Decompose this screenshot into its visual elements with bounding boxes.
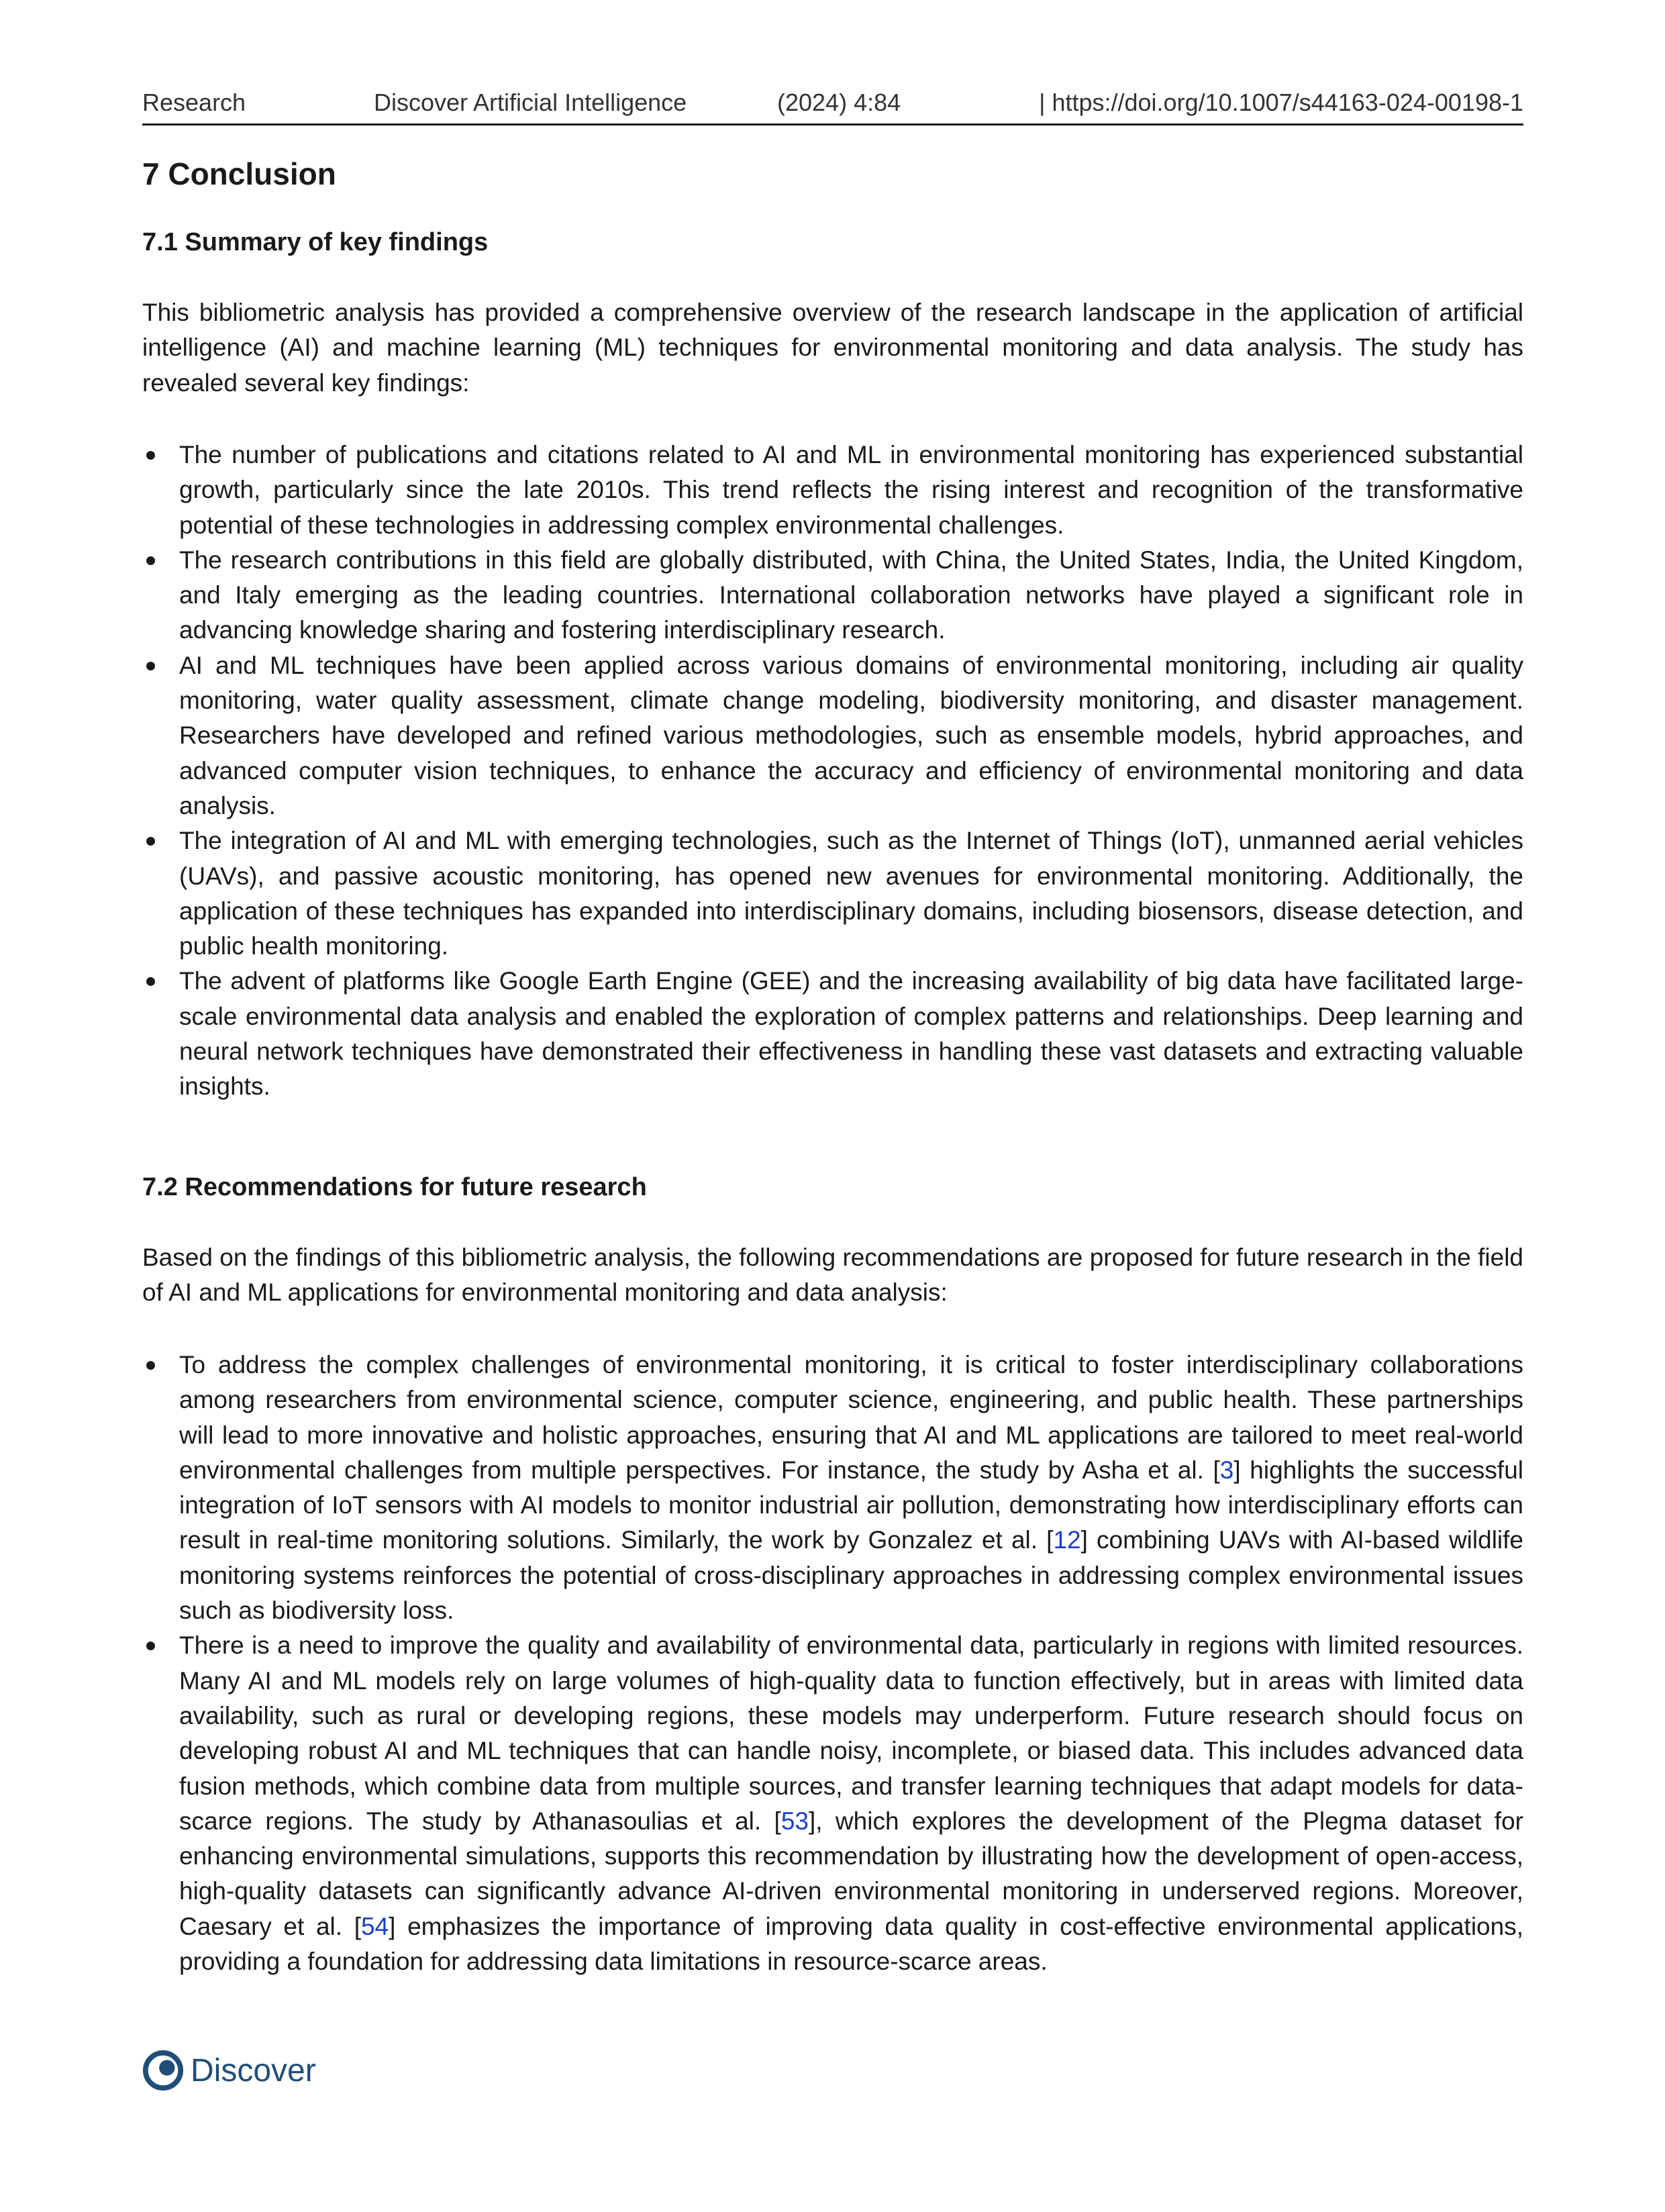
year-volume: (2024) 4:84 — [777, 89, 901, 116]
subsection-title-summary: 7.1 Summary of key findings — [142, 228, 489, 256]
article-type-label: Research — [142, 89, 246, 116]
section-title: 7 Conclusion — [142, 156, 336, 191]
text-run: There is a need to improve the quality and availability of environmental data, particularly in regions with limited resources. Many AI and ML models rely on large volumes of high-quality data to function effectively, but in areas with limited data availability, such as rural or developing regions, these models may underperform. Future research should focus on developing robust AI and ML techniques that can handle noisy, incomplete, or biased data. This includes advanced data fusion methods, which combine data from multiple sources, and transfer learning techniques that adapt models for data-scarce regions. The study by Athanasoulias et al. [ — [179, 1631, 1523, 1835]
citation-link[interactable]: 54 — [360, 1912, 389, 1940]
text-run: ], which explores the development of the Plegma dataset for enhancing environmental simulations, supports this recommendation by illustrating how the development of open-access, high-quality datasets can significantly advance AI-driven environmental monitoring in underserved regions. Moreover, Caesary et al. [ — [179, 1807, 1523, 1940]
list-item: The integration of AI and ML with emerging technologies, such as the Internet of Things (IoT), unmanned aerial vehicles (UAVs), and passive acoustic monitoring, has opened new avenues for environmental monitoring. Additionally, the application of these techniques has expanded into interdisciplinary domains, including biosensors, disease detection, and public health monitoring. — [142, 823, 1523, 964]
list-item: The number of publications and citations related to AI and ML in environmental monitoring has experienced substantial growth, particularly since the late 2010s. This trend reflects the rising interest and recognition of the transformative potential of these technologies in addressing complex environmental challenges. — [142, 438, 1523, 543]
summary-intro-paragraph: This bibliometric analysis has provided a comprehensive overview of the research landscape in the application of artificial intelligence (AI) and machine learning (ML) techniques for environmental monitoring and data analysis. The study has revealed several key findings: — [142, 299, 1523, 397]
subsection-title-recommendations: 7.2 Recommendations for future research — [142, 1173, 647, 1201]
citation-link[interactable]: 12 — [1053, 1526, 1081, 1554]
logo-text: Discover — [191, 2052, 316, 2089]
findings-list — [142, 438, 1523, 1105]
citation-link[interactable]: 3 — [1219, 1456, 1234, 1484]
text-run: ] emphasizes the importance of improving data quality in cost-effective environmental applications, providing a foundation for addressing data limitations in resource-scarce areas. — [179, 1912, 1523, 1976]
running-header — [142, 86, 1523, 125]
list-item — [142, 1628, 1523, 1979]
list-item — [142, 1348, 1523, 1628]
recommendations-list — [142, 1348, 1523, 1979]
article-page — [142, 0, 1523, 2212]
doi-link[interactable]: | https://doi.org/10.1007/s44163-024-00198-1 — [1039, 89, 1523, 116]
text-run: To address the complex challenges of environmental monitoring, it is critical to foster interdisciplinary collaborations among researchers from environmental science, computer science, engineering, and public health. These partnerships will lead to more innovative and holistic approaches, ensuring that AI and ML applications are tailored to meet real-world environmental challenges from multiple perspectives. For instance, the study by Asha et al. [ — [179, 1351, 1523, 1484]
recommendations-intro-paragraph: Based on the findings of this bibliometric analysis, the following recommendations are proposed for future research in the field of AI and ML applications for environmental monitoring and data analysis: — [142, 1244, 1523, 1307]
list-item: The research contributions in this field are globally distributed, with China, the United States, India, the United Kingdom, and Italy emerging as the leading countries. International collaboration networks have played a significant role in advancing knowledge sharing and fostering interdisciplinary research. — [142, 543, 1523, 648]
publisher-logo — [142, 2049, 316, 2092]
list-item: The advent of platforms like Google Earth Engine (GEE) and the increasing availability of big data have facilitated large-scale environmental data analysis and enabled the exploration of complex patterns and relationships. Deep learning and neural network techniques have demonstrated their effectiveness in handling these vast datasets and extracting valuable insights. — [142, 964, 1523, 1104]
text-run: ] combining UAVs with AI-based wildlife monitoring systems reinforces the potential of cross-disciplinary approaches in addressing complex environmental issues such as biodiversity loss. — [179, 1526, 1523, 1625]
discover-logo-icon — [142, 2050, 184, 2091]
text-run: ] highlights the successful integration of IoT sensors with AI models to monitor industrial air pollution, demonstrating how interdisciplinary efforts can result in real-time monitoring solutions. Similarly, the work by Gonzalez et al. [ — [179, 1456, 1523, 1554]
citation-link[interactable]: 53 — [780, 1807, 809, 1835]
journal-name: Discover Artificial Intelligence — [374, 89, 687, 116]
list-item: AI and ML techniques have been applied across various domains of environmental monitoring, including air quality monitoring, water quality assessment, climate change modeling, biodiversity monitoring, and disaster management. Researchers have developed and refined various methodologies, such as ensemble models, hybrid approaches, and advanced computer vision techniques, to enhance the accuracy and efficiency of environmental monitoring and data analysis. — [142, 648, 1523, 823]
